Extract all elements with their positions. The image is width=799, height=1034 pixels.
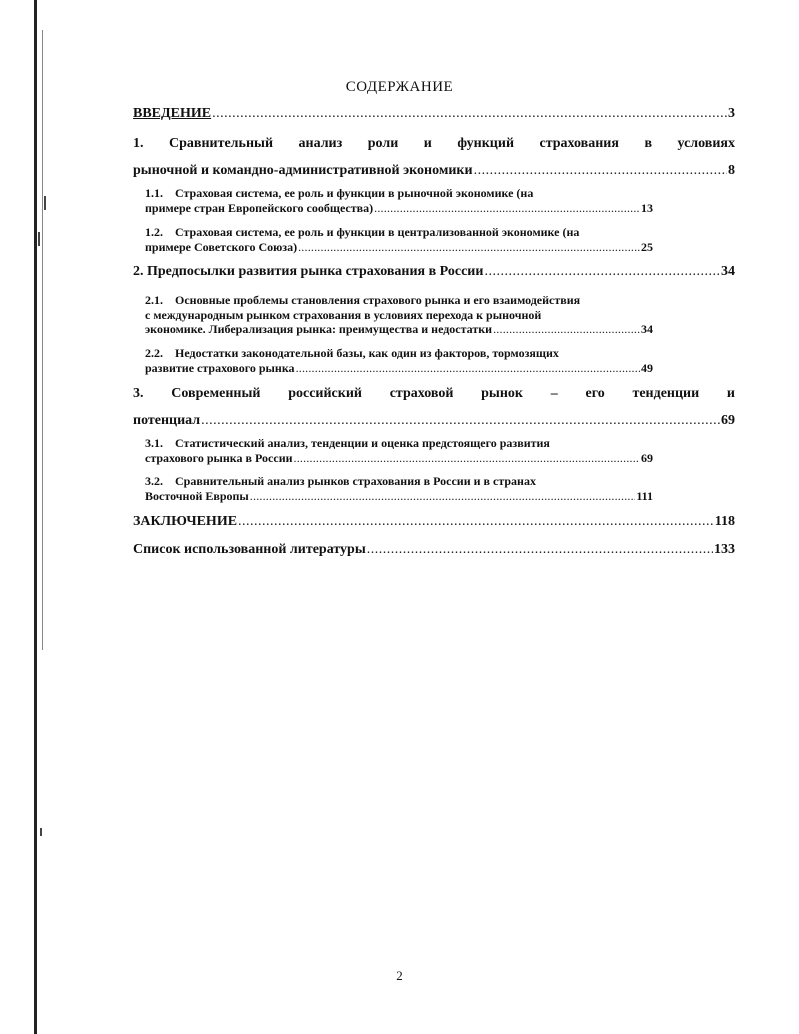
toc-entry-section-1-2[interactable]	[145, 225, 653, 254]
toc-entry-section-1[interactable]	[133, 130, 735, 184]
toc-entry-section-3[interactable]	[133, 380, 735, 434]
toc-entry-label: 2.2. Недостатки законодательной базы, как один из факторов, тормозящих	[145, 346, 559, 360]
toc-entry-label-cont: примере Советского Союза)	[145, 239, 298, 254]
scan-mark	[40, 828, 42, 836]
page-title: СОДЕРЖАНИЕ	[345, 79, 454, 95]
toc-entry-label: Список использованной литературы	[133, 542, 366, 557]
toc-page-number: 25	[641, 239, 653, 254]
toc-entry-label-cont: развитие страхового рынка	[145, 360, 295, 375]
toc-page-number: 8	[728, 163, 735, 178]
toc-page-number: 34	[721, 264, 735, 279]
leader-dots	[493, 322, 640, 337]
toc-page-number: 111	[636, 488, 653, 503]
scan-edge-secondary	[42, 30, 43, 650]
toc-entry-label-cont: Восточной Европы	[145, 488, 249, 503]
toc-entry-references[interactable]	[133, 536, 735, 563]
toc-entry-label: 1.1. Страховая система, ее роль и функции в рыночной экономике (на	[145, 186, 534, 200]
toc-entry-label: 3. Современный российский страховой рынок – его тенденции и	[133, 386, 735, 401]
toc-page-number: 69	[721, 413, 735, 428]
leader-dots	[201, 407, 720, 434]
toc-page-number: 13	[641, 200, 653, 215]
toc-page-number: 49	[641, 360, 653, 375]
scan-mark	[38, 232, 40, 246]
leader-dots	[212, 100, 727, 127]
toc-entry-label: ЗАКЛЮЧЕНИЕ	[133, 514, 238, 529]
toc-entry-label: 2. Предпосылки развития рынка страхования в России	[133, 264, 484, 279]
toc-entry-label-cont: рыночной и командно-административной экономики	[133, 163, 473, 178]
toc-entry-label: 1.2. Страховая система, ее роль и функции в централизованной экономике (на	[145, 225, 580, 239]
leader-dots	[250, 489, 636, 504]
toc-page-number: 3	[728, 106, 735, 121]
toc-entry-label-cont: потенциал	[133, 413, 201, 428]
toc-entry-section-2-2[interactable]	[145, 346, 653, 375]
toc-entry-label-cont: экономике. Либерализация рынка: преимущества и недостатки	[145, 322, 493, 336]
toc-entry-section-1-1[interactable]	[145, 186, 653, 215]
toc-entry-label: 3.1. Статистический анализ, тенденции и оценка предстоящего развития	[145, 436, 550, 450]
leader-dots	[484, 258, 720, 285]
scan-mark	[44, 196, 46, 210]
leader-dots	[367, 536, 713, 563]
toc-page-number: 34	[641, 322, 653, 336]
leader-dots	[298, 240, 640, 255]
toc-entry-label: 1. Сравнительный анализ роли и функций страхования в условиях	[133, 136, 735, 151]
toc-entry-label: 2.1. Основные проблемы становления страхового рынка и его взаимодействия	[145, 293, 581, 307]
toc-entry-label-cont: с международным рынком страхования в условиях перехода к рыночной	[145, 307, 542, 322]
scan-edge	[34, 0, 37, 1034]
toc-entry-section-2-1[interactable]	[145, 293, 653, 337]
leader-dots	[474, 157, 727, 184]
toc-entry-section-3-2[interactable]	[145, 474, 653, 503]
toc-entry-label: 3.2. Сравнительный анализ рынков страхования в России и в странах	[145, 474, 536, 488]
leader-dots	[238, 508, 714, 535]
toc-entry-section-2[interactable]	[133, 258, 735, 285]
page-number: 2	[396, 968, 403, 983]
toc-entry-label: ВВЕДЕНИЕ	[133, 106, 212, 121]
toc-page-number: 69	[641, 450, 653, 465]
toc-page-number: 133	[714, 542, 735, 557]
toc-entry-section-3-1[interactable]	[145, 436, 653, 465]
toc-page-number: 118	[714, 514, 735, 529]
leader-dots	[296, 361, 640, 376]
toc-entry-label-cont: страхового рынка в России	[145, 450, 293, 465]
toc-entry-introduction[interactable]	[133, 100, 735, 127]
leader-dots	[294, 451, 640, 466]
toc-entry-label-cont: примере стран Европейского сообщества)	[145, 200, 374, 215]
toc-entry-conclusion[interactable]	[133, 508, 735, 535]
leader-dots	[374, 201, 640, 216]
